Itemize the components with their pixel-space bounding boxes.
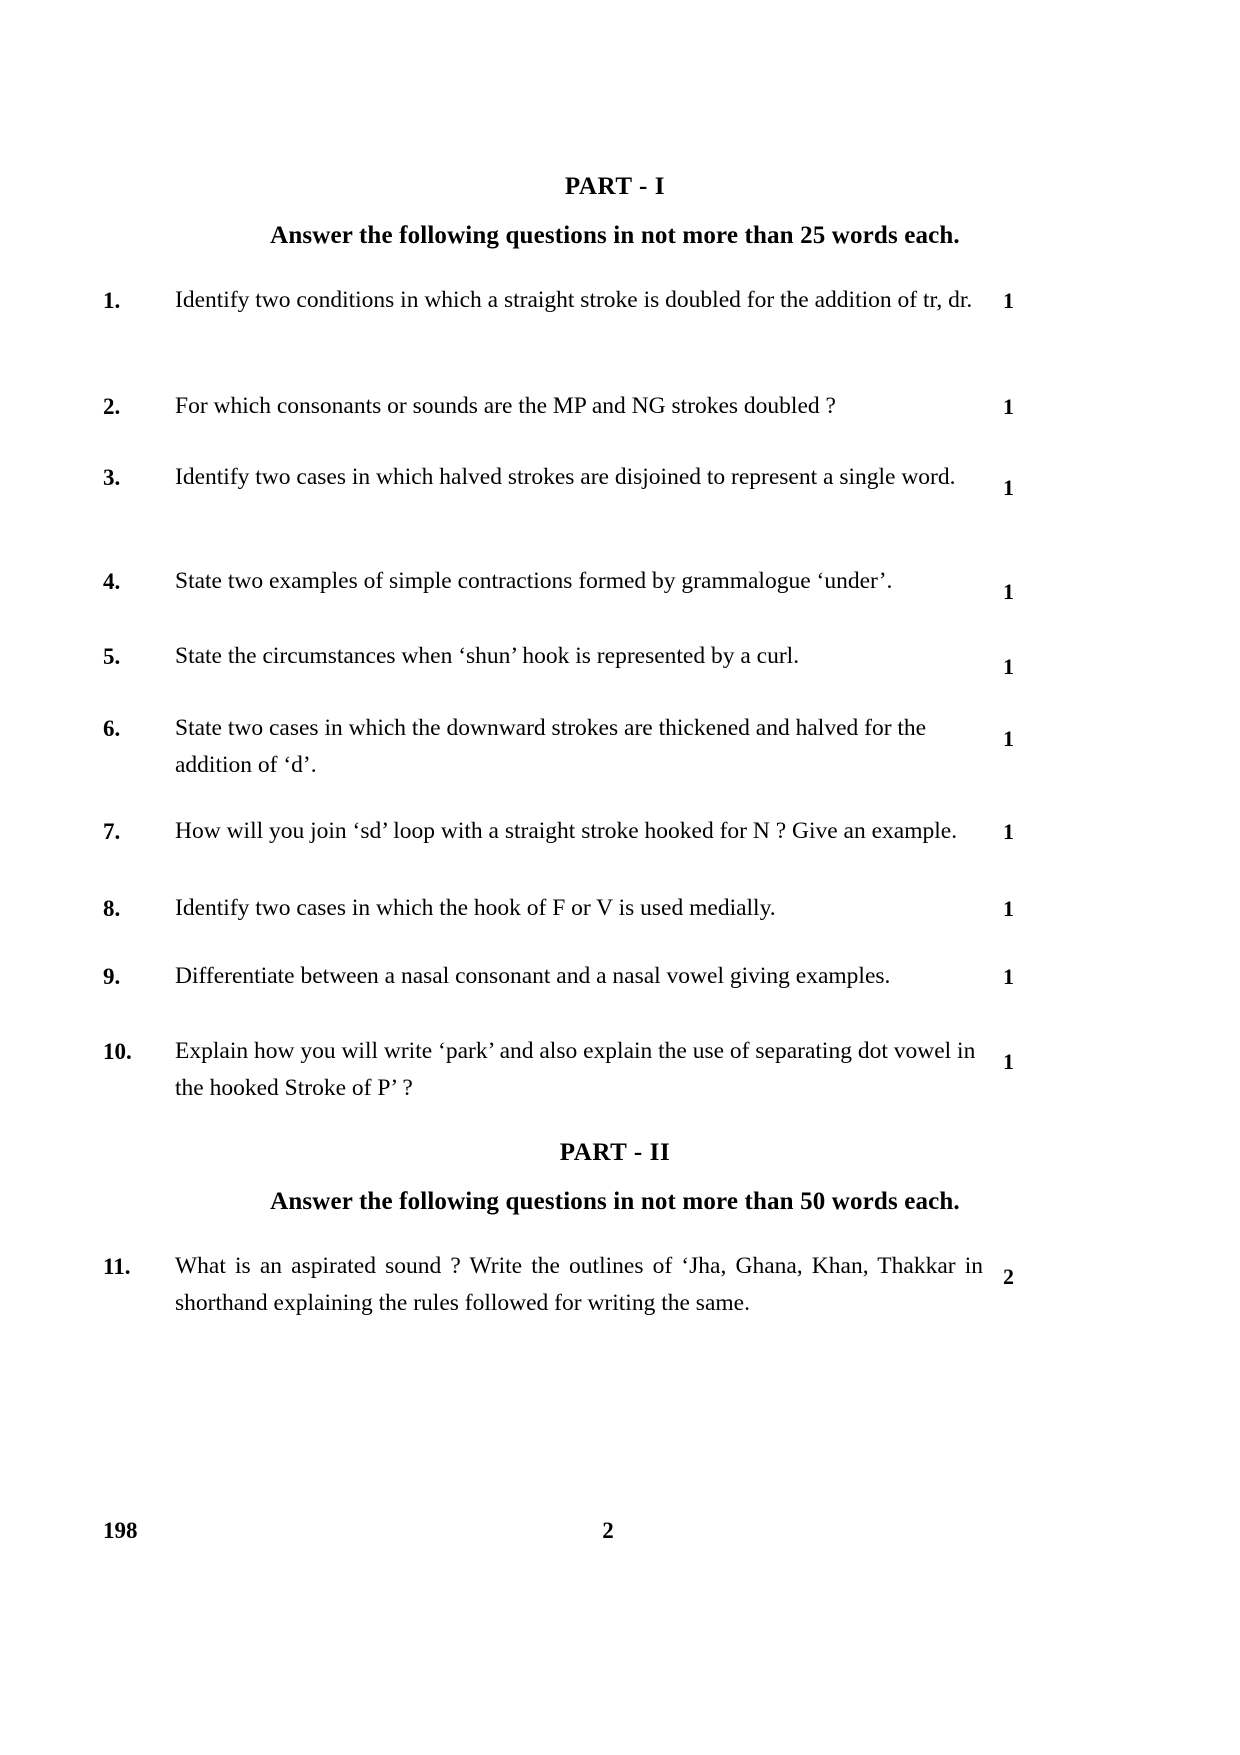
question-marks: 1 <box>1003 288 1014 313</box>
question-number: 5. <box>103 644 121 669</box>
question-number: 10. <box>103 1039 132 1064</box>
question-number: 1. <box>103 288 121 313</box>
question-text: What is an aspirated sound ? Write the outlines of ‘Jha, Ghana, Khan, Thakkar in shorthand explaining the rules followed for writing the same. <box>175 1253 983 1316</box>
question-number: 6. <box>103 716 121 741</box>
question-number: 11. <box>103 1254 131 1279</box>
question-marks: 1 <box>1003 896 1014 921</box>
question-marks: 1 <box>1003 394 1014 419</box>
question-marks: 1 <box>1003 654 1014 679</box>
question-marks: 2 <box>1003 1264 1014 1289</box>
question-marks: 1 <box>1003 726 1014 751</box>
question-number: 7. <box>103 819 121 844</box>
question-text: State the circumstances when ‘shun’ hook is represented by a curl. <box>175 643 800 669</box>
page-footer <box>103 1518 1143 1552</box>
part-2-instruction: Answer the following questions in not more than 50 words each. <box>270 1188 960 1215</box>
question-text: How will you join ‘sd’ loop with a straight stroke hooked for N ? Give an example. <box>175 818 958 844</box>
question-number: 2. <box>103 394 121 419</box>
question-number: 3. <box>103 465 121 490</box>
question-marks: 1 <box>1003 579 1014 604</box>
part-2-heading-block <box>110 1138 1120 1217</box>
part-1-title: PART - I <box>564 173 666 200</box>
part-2-title: PART - II <box>559 1139 671 1166</box>
question-number: 8. <box>103 896 121 921</box>
question-text: Explain how you will write ‘park’ and also explain the use of separating dot vowel in the hooked Stroke of P’ ? <box>175 1038 976 1101</box>
part-1-heading-block <box>110 172 1120 251</box>
question-marks: 1 <box>1003 819 1014 844</box>
page-number: 2 <box>602 1518 614 1543</box>
paper-code: 198 <box>103 1518 138 1543</box>
question-number: 4. <box>103 569 121 594</box>
question-text: Identify two conditions in which a straight stroke is doubled for the addition of tr, dr. <box>175 287 973 313</box>
question-marks: 1 <box>1003 1049 1014 1074</box>
question-text: State two cases in which the downward strokes are thickened and halved for the addition of ‘d’. <box>175 715 927 778</box>
question-marks: 1 <box>1003 475 1014 500</box>
question-text: Identify two cases in which halved strokes are disjoined to represent a single word. <box>175 464 956 490</box>
part-1-instruction: Answer the following questions in not more than 25 words each. <box>270 222 960 249</box>
question-text: Differentiate between a nasal consonant and a nasal vowel giving examples. <box>175 963 891 989</box>
question-number: 9. <box>103 964 121 989</box>
question-text: Identify two cases in which the hook of F or V is used medially. <box>175 895 776 921</box>
question-text: State two examples of simple contractions formed by grammalogue ‘under’. <box>175 568 893 594</box>
question-text: For which consonants or sounds are the MP and NG strokes doubled ? <box>175 393 836 419</box>
question-marks: 1 <box>1003 964 1014 989</box>
